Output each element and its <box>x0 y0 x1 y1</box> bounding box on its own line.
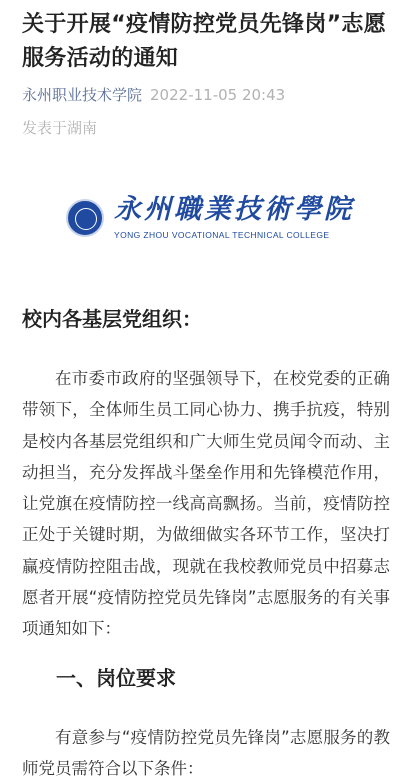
logo-chinese-name: 永州職業技術學院 <box>114 194 354 225</box>
recipient-heading: 校内各基层党组织： <box>22 307 202 331</box>
college-emblem-icon <box>66 199 104 237</box>
body-paragraph: 在市委市政府的坚强领导下，在校党委的正确带领下，全体师生员工同心协力、携手抗疫，特别是校内各基层党组织和广大师生党员闻令而动、主动担当，充分发挥战斗堡垒作用和先锋模范作用，让党旗在疫情防控一线高高飘扬。当前，疫情防控正处于关键时期，为做细做实各环节工作，坚决打赢疫情防控阻击战，现就在我校教师党员中招募志愿者开展“疫情防控党员先锋岗”志愿服务的有关事项通知如下： <box>22 369 390 639</box>
body-paragraph-requirements: 有意参与“疫情防控党员先锋岗”志愿服务的教师党员需符合以下条件： <box>22 728 390 778</box>
logo-english-name: YONG ZHOU VOCATIONAL TECHNICAL COLLEGE <box>114 230 330 240</box>
publish-location: 发表于湖南 <box>22 119 98 137</box>
account-name-link[interactable]: 永州职业技术学院 <box>22 86 143 104</box>
section-heading-requirements: 一、岗位要求 <box>56 666 176 690</box>
article-title: 关于开展“疫情防控党员先锋岗”志愿服务活动的通知 <box>22 12 387 71</box>
article-meta <box>22 84 285 106</box>
publish-date: 2022-11-05 20:43 <box>150 86 286 104</box>
college-logo <box>66 194 354 248</box>
